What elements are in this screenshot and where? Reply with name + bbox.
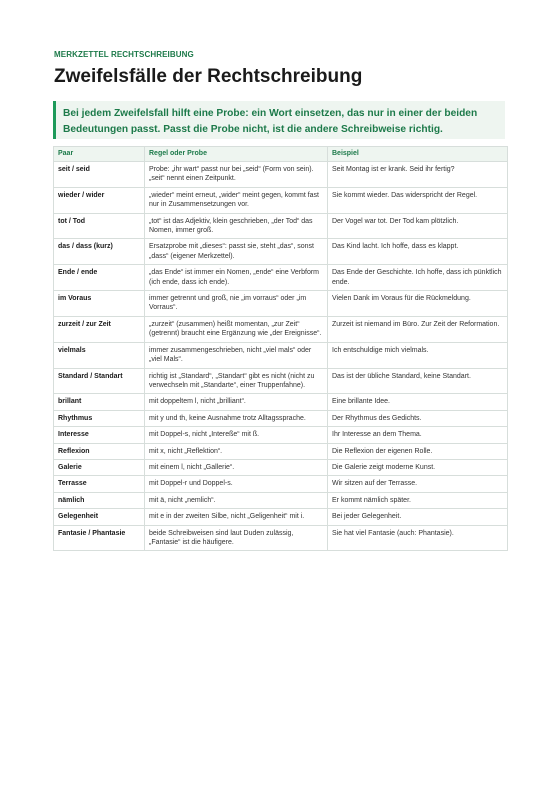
example-cell: Die Galerie zeigt moderne Kunst. <box>328 459 508 475</box>
table-row <box>54 394 508 410</box>
example-cell: Der Vogel war tot. Der Tod kam plötzlich. <box>328 213 508 239</box>
example-cell: Die Reflexion der eigenen Rolle. <box>328 443 508 459</box>
table-row <box>54 410 508 426</box>
pair-cell: Galerie <box>54 459 145 475</box>
example-cell: Das ist der übliche Standard, keine Standart. <box>328 368 508 394</box>
table-row <box>54 476 508 492</box>
rule-cell: immer getrennt und groß, nie „im vorraus“ oder „im Vorraus“. <box>145 291 328 317</box>
table-row <box>54 368 508 394</box>
column-header-pair: Paar <box>54 147 145 162</box>
pair-cell: im Voraus <box>54 291 145 317</box>
rule-cell: mit einem l, nicht „Gallerie“. <box>145 459 328 475</box>
table-row <box>54 187 508 213</box>
rule-cell: mit doppeltem l, nicht „brilliant“. <box>145 394 328 410</box>
rules-table <box>53 146 508 551</box>
table-row <box>54 291 508 317</box>
column-header-example: Beispiel <box>328 147 508 162</box>
rule-cell: mit y und th, keine Ausnahme trotz Alltagssprache. <box>145 410 328 426</box>
document-kicker: MERKZETTEL RECHTSCHREIBUNG <box>54 50 194 59</box>
table-row <box>54 239 508 265</box>
table-row <box>54 443 508 459</box>
pair-cell: Standard / Standart <box>54 368 145 394</box>
rule-cell: mit Doppel-r und Doppel-s. <box>145 476 328 492</box>
example-cell: Sie hat viel Fantasie (auch: Phantasie). <box>328 525 508 551</box>
example-cell: Vielen Dank im Voraus für die Rückmeldung. <box>328 291 508 317</box>
table-header-row <box>54 147 508 162</box>
pair-cell: Gelegenheit <box>54 509 145 525</box>
rule-cell: „zurzeit“ (zusammen) heißt momentan, „zur Zeit“ (getrennt) braucht eine Ergänzung wie „der Ereignisse“. <box>145 316 328 342</box>
table-row <box>54 213 508 239</box>
pair-cell: Reflexion <box>54 443 145 459</box>
pair-cell: brillant <box>54 394 145 410</box>
table-row <box>54 316 508 342</box>
table-row <box>54 492 508 508</box>
rule-cell: mit Doppel-s, nicht „Intereße“ mit ß. <box>145 427 328 443</box>
pair-cell: wieder / wider <box>54 187 145 213</box>
example-cell: Wir sitzen auf der Terrasse. <box>328 476 508 492</box>
tip-callout-text: Bei jedem Zweifelsfall hilft eine Probe: ein Wort einsetzen, das nur in einer der beiden Bedeutungen passt. Passt die Probe nicht, ist die andere Schreibweise richtig. <box>63 108 478 135</box>
table-row <box>54 427 508 443</box>
example-cell: Ich entschuldige mich vielmals. <box>328 342 508 368</box>
example-cell: Eine brillante Idee. <box>328 394 508 410</box>
table-row <box>54 265 508 291</box>
rule-cell: „das Ende“ ist immer ein Nomen, „ende“ eine Verbform (ich ende, dass ich ende). <box>145 265 328 291</box>
table-row <box>54 509 508 525</box>
example-cell: Das Ende der Geschichte. Ich hoffe, dass ich pünktlich ende. <box>328 265 508 291</box>
table-row <box>54 162 508 188</box>
pair-cell: nämlich <box>54 492 145 508</box>
example-cell: Er kommt nämlich später. <box>328 492 508 508</box>
column-header-rule: Regel oder Probe <box>145 147 328 162</box>
pair-cell: zurzeit / zur Zeit <box>54 316 145 342</box>
rule-cell: immer zusammengeschrieben, nicht „viel mals“ oder „viel Mals“. <box>145 342 328 368</box>
example-cell: Seit Montag ist er krank. Seid ihr fertig? <box>328 162 508 188</box>
example-cell: Ihr Interesse an dem Thema. <box>328 427 508 443</box>
pair-cell: Interesse <box>54 427 145 443</box>
pair-cell: vielmals <box>54 342 145 368</box>
tip-callout <box>53 101 505 139</box>
rule-cell: „tot“ ist das Adjektiv, klein geschrieben, „der Tod“ das Nomen, immer groß. <box>145 213 328 239</box>
rule-cell: beide Schreibweisen sind laut Duden zulässig, „Fantasie“ ist die häufigere. <box>145 525 328 551</box>
pair-cell: das / dass (kurz) <box>54 239 145 265</box>
pair-cell: Terrasse <box>54 476 145 492</box>
table-row <box>54 459 508 475</box>
example-cell: Zurzeit ist niemand im Büro. Zur Zeit der Reformation. <box>328 316 508 342</box>
pair-cell: seit / seid <box>54 162 145 188</box>
rule-cell: mit x, nicht „Reflektion“. <box>145 443 328 459</box>
rule-cell: Ersatzprobe mit „dieses“: passt sie, steht „das“, sonst „dass“ (eigener Merkzettel). <box>145 239 328 265</box>
rule-cell: mit e in der zweiten Silbe, nicht „Geligenheit“ mit i. <box>145 509 328 525</box>
rule-cell: mit ä, nicht „nemlich“. <box>145 492 328 508</box>
example-cell: Sie kommt wieder. Das widerspricht der Regel. <box>328 187 508 213</box>
example-cell: Bei jeder Gelegenheit. <box>328 509 508 525</box>
page-title: Zweifelsfälle der Rechtschreibung <box>54 66 363 87</box>
rule-cell: Probe: „ihr wart“ passt nur bei „seid“ (Form von sein). „seit“ nennt einen Zeitpunkt. <box>145 162 328 188</box>
table-row <box>54 525 508 551</box>
rule-cell: „wieder“ meint erneut, „wider“ meint gegen, kommt fast nur in Zusammensetzungen vor. <box>145 187 328 213</box>
example-cell: Das Kind lacht. Ich hoffe, dass es klappt. <box>328 239 508 265</box>
pair-cell: Ende / ende <box>54 265 145 291</box>
pair-cell: tot / Tod <box>54 213 145 239</box>
pair-cell: Fantasie / Phantasie <box>54 525 145 551</box>
rule-cell: richtig ist „Standard“, „Standart“ gibt es nicht (nicht zu verwechseln mit „Standarte“, einer Truppenfahne). <box>145 368 328 394</box>
example-cell: Der Rhythmus des Gedichts. <box>328 410 508 426</box>
pair-cell: Rhythmus <box>54 410 145 426</box>
table-row <box>54 342 508 368</box>
